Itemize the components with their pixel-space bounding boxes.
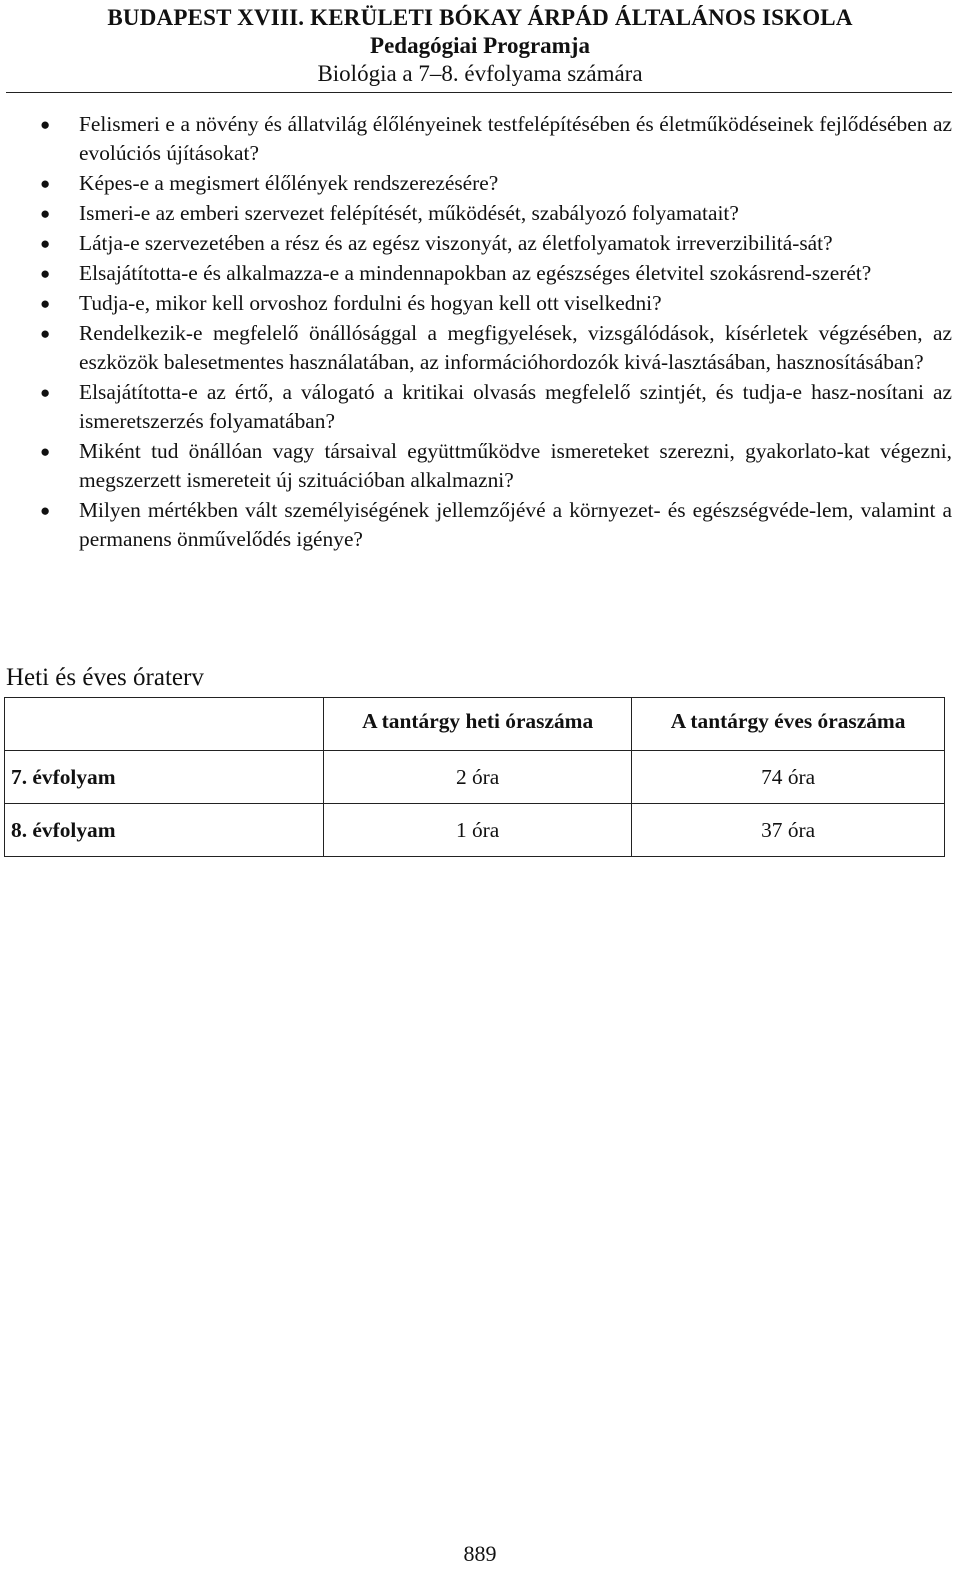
bullet-icon: ● — [40, 234, 51, 253]
question-text: Milyen mértékben vált személyiségének jellemzőjévé a környezet- és egészségvéde-lem, valamint a permanens önművelődés igénye? — [79, 498, 952, 551]
table-row — [5, 751, 945, 804]
list-item — [0, 496, 960, 554]
page-number: 889 — [463, 1541, 497, 1566]
cell-yearly: 37 óra — [632, 804, 945, 857]
list-item — [0, 229, 960, 258]
question-text: Felismeri e a növény és állatvilág élőlényeinek testfelépítésében és életműködéseinek fejlődésében az evolúciós újításokat? — [79, 112, 952, 165]
cell-year: 7. évfolyam — [5, 751, 324, 804]
table-header-empty — [5, 698, 324, 751]
list-item — [0, 289, 960, 318]
cell-yearly: 74 óra — [632, 751, 945, 804]
list-item — [0, 110, 960, 168]
evaluation-question-list — [0, 110, 960, 555]
bullet-icon: ● — [40, 442, 51, 461]
lesson-plan-table — [4, 697, 945, 857]
list-item — [0, 199, 960, 228]
bullet-icon: ● — [40, 264, 51, 283]
question-text: Miként tud önállóan vagy társaival együttműködve ismereteket szerezni, gyakorlato-kat végezni, megszerzett ismereteit új szituációban alkalmazni? — [79, 439, 952, 492]
question-text: Ismeri-e az emberi szervezet felépítését, működését, szabályozó folyamatait? — [79, 201, 739, 225]
list-item — [0, 259, 960, 288]
cell-weekly: 2 óra — [324, 751, 632, 804]
bullet-icon: ● — [40, 174, 51, 193]
section-heading: Heti és éves óraterv — [6, 664, 204, 691]
bullet-icon: ● — [40, 204, 51, 223]
question-text: Rendelkezik-e megfelelő önállósággal a megfigyelések, vizsgálódások, kísérletek végzésében, az eszközök balesetmentes használatában, az információhordozók kivá-lasztásában, hasznosításában? — [79, 321, 952, 374]
bullet-icon: ● — [40, 324, 51, 343]
bullet-icon: ● — [40, 383, 51, 402]
table-header-row — [5, 698, 945, 751]
subject-title: Biológia a 7–8. évfolyama számára — [317, 61, 643, 86]
school-name: BUDAPEST XVIII. KERÜLETI BÓKAY ÁRPÁD ÁLTALÁNOS ISKOLA — [107, 5, 853, 30]
page-header — [0, 4, 960, 88]
question-text: Elsajátította-e az értő, a válogató a kritikai olvasás megfelelő szintjét, és tudja-e hasz-nosítani az ismeretszerzés folyamatában? — [79, 380, 952, 433]
bullet-icon: ● — [40, 294, 51, 313]
list-item — [0, 319, 960, 377]
table-row — [5, 804, 945, 857]
list-item — [0, 169, 960, 198]
question-text: Elsajátította-e és alkalmazza-e a mindennapokban az egészséges életvitel szokásrend-szerét? — [79, 261, 872, 285]
header-divider — [6, 92, 952, 93]
cell-year: 8. évfolyam — [5, 804, 324, 857]
table-header-weekly: A tantárgy heti óraszáma — [324, 698, 632, 751]
table-header-yearly: A tantárgy éves óraszáma — [632, 698, 945, 751]
bullet-icon: ● — [40, 115, 51, 134]
question-text: Tudja-e, mikor kell orvoshoz fordulni és hogyan kell ott viselkedni? — [79, 291, 662, 315]
question-text: Képes-e a megismert élőlények rendszerezésére? — [79, 171, 499, 195]
question-text: Látja-e szervezetében a rész és az egész viszonyát, az életfolyamatok irreverzibilitá-sát? — [79, 231, 833, 255]
list-item — [0, 378, 960, 436]
program-title: Pedagógiai Programja — [370, 33, 590, 58]
bullet-icon: ● — [40, 501, 51, 520]
list-item — [0, 437, 960, 495]
cell-weekly: 1 óra — [324, 804, 632, 857]
